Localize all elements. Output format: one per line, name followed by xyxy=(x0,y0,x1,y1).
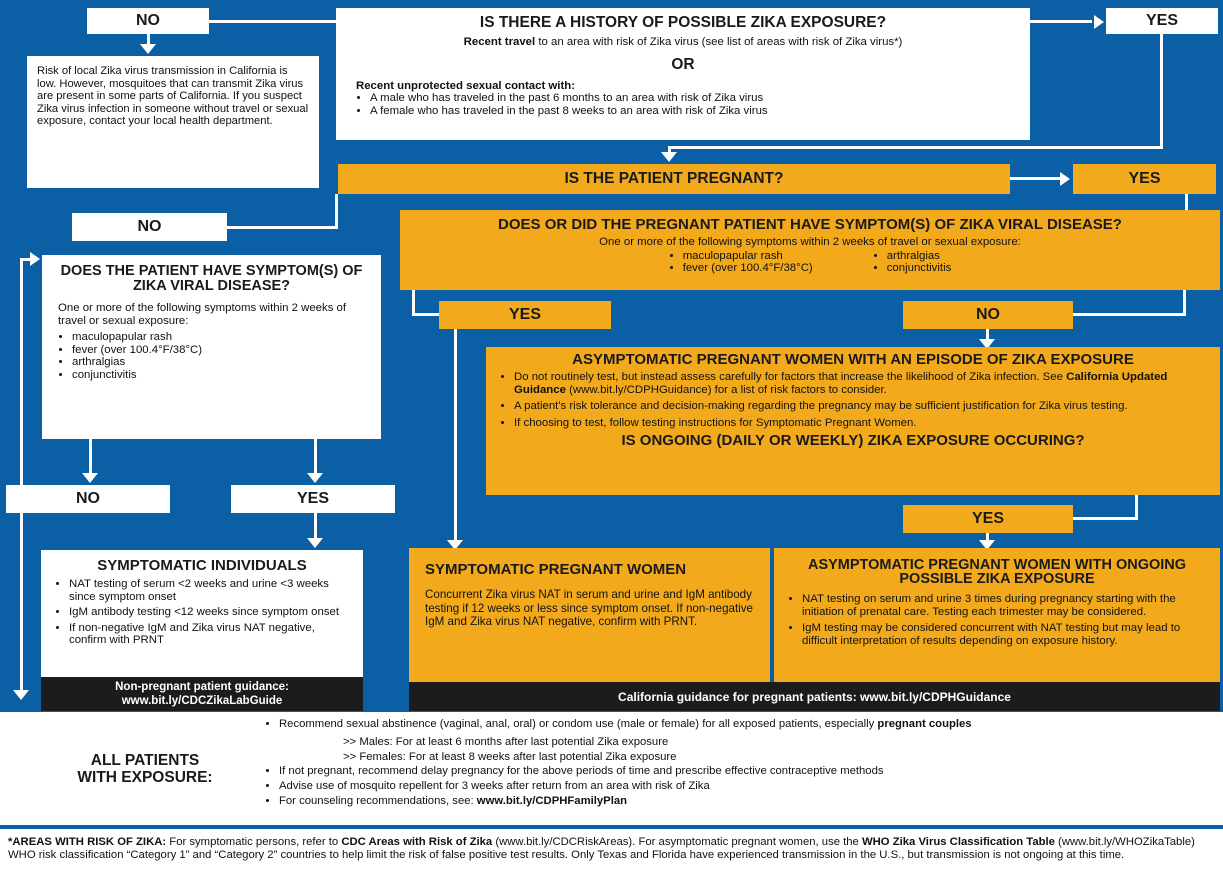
list-item: • If non-negative IgM and Zika virus NAT negative, confirm with PRNT xyxy=(69,622,349,647)
arrow-line xyxy=(20,207,338,210)
all-patients-list xyxy=(265,718,1195,808)
arrow-head xyxy=(13,690,29,700)
sub-item-males: >> Males: For at least 6 months after last potential Zika exposure xyxy=(343,735,669,748)
arrow-line xyxy=(668,146,1163,149)
asymptomatic-episode-list xyxy=(500,371,1206,429)
arrow-line xyxy=(335,194,338,229)
preg-symptoms-no: NO xyxy=(903,301,1073,329)
exposure-title: IS THERE A HISTORY OF POSSIBLE ZIKA EXPOSURE? xyxy=(479,14,887,31)
arrow-line xyxy=(1183,290,1186,316)
arrow-head xyxy=(140,44,156,54)
list-item: • If not pregnant, recommend delay pregnancy for the above periods of time and prescribe effective contraceptive methods xyxy=(279,765,1195,778)
pregnant-symptoms-list xyxy=(410,250,1210,275)
list-item: • Do not routinely test, but instead assess carefully for factors that increase the likelihood of Zika infection. See California Updated Guidance (www.bit.ly/CDPHGuidance) for a list of risk factors to consider. xyxy=(514,371,1206,396)
or-text: OR xyxy=(671,55,695,73)
california-guidance-footer[interactable]: California guidance for pregnant patients: www.bit.ly/CDPHGuidance xyxy=(409,682,1220,711)
list-item: • arthralgias xyxy=(72,356,365,369)
list-item: • IgM antibody testing <12 weeks since symptom onset xyxy=(69,606,349,619)
pregnant-symptoms-title: DOES OR DID THE PREGNANT PATIENT HAVE SYMPTOM(S) OF ZIKA VIRAL DISEASE? xyxy=(498,216,1122,233)
guidance-link[interactable]: www.bit.ly/CDCZikaLabGuide xyxy=(121,695,283,707)
ongoing-yes-label: YES xyxy=(903,505,1073,533)
arrow-line xyxy=(1073,517,1138,520)
symptomatic-individuals-box xyxy=(41,550,363,677)
arrow-line xyxy=(314,513,317,540)
arrow-line xyxy=(1030,20,1092,23)
ongoing-exposure-question: IS ONGOING (DAILY OR WEEKLY) ZIKA EXPOSURE OCCURING? xyxy=(621,432,1085,450)
arrow-line xyxy=(208,20,336,23)
symptomatic-individuals-title: SYMPTOMATIC INDIVIDUALS xyxy=(97,557,307,574)
all-patients-label: ALL PATIENTS WITH EXPOSURE: xyxy=(77,752,213,786)
list-item: • A patient's risk tolerance and decision-making regarding the pregnancy may be sufficient justification for Zika virus testing. xyxy=(514,400,1206,413)
symptomatic-individuals-list xyxy=(55,578,349,647)
arrow-line xyxy=(454,329,457,543)
list-item: • maculopapular rash xyxy=(72,331,365,344)
list-item: • conjunctivitis xyxy=(887,262,952,275)
arrow-head xyxy=(307,473,323,483)
arrow-line xyxy=(314,439,317,475)
exposure-question-box xyxy=(336,8,1030,140)
list-item: • For counseling recommendations, see: www.bit.ly/CDPHFamilyPlan xyxy=(279,795,1195,808)
nonpreg-symptoms-box xyxy=(42,255,381,439)
list-item: • A male who has traveled in the past 6 months to an area with risk of Zika virus xyxy=(370,92,1010,105)
family-plan-link[interactable]: www.bit.ly/CDPHFamilyPlan xyxy=(476,794,628,807)
list-item: • NAT testing of serum <2 weeks and urine <3 weeks since symptom onset xyxy=(69,578,349,603)
sexual-contact-list xyxy=(356,92,1010,117)
asymptomatic-episode-title: ASYMPTOMATIC PREGNANT WOMEN WITH AN EPISODE OF ZIKA EXPOSURE xyxy=(572,351,1134,368)
symptomatic-pregnant-title: SYMPTOMATIC PREGNANT WOMEN xyxy=(425,561,687,578)
all-patients-section xyxy=(0,712,1223,825)
arrow-line xyxy=(20,258,23,691)
list-item: • A female who has traveled in the past 8 weeks to an area with risk of Zika virus xyxy=(370,105,1010,118)
arrow-line xyxy=(227,226,338,229)
symptomatic-pregnant-box xyxy=(409,548,770,682)
arrow-line xyxy=(1185,194,1188,210)
arrow-head xyxy=(82,473,98,483)
arrow-line xyxy=(412,313,439,316)
asymptomatic-ongoing-list xyxy=(788,593,1206,647)
nonpregnant-guidance-footer xyxy=(41,677,363,711)
pregnant-no-label: NO xyxy=(72,213,227,241)
list-item: • NAT testing on serum and urine 3 times during pregnancy starting with the initiation of prenatal care. Testing each trimester may be considered. xyxy=(802,593,1206,618)
symptomatic-pregnant-text: Concurrent Zika virus NAT in serum and urine and IgM antibody testing if 12 weeks or less since symptom onset. If non-negative IgM and Zika virus NAT negative, confirm with PRNT. xyxy=(425,588,754,628)
list-item: • If choosing to test, follow testing instructions for Symptomatic Pregnant Women. xyxy=(514,417,1206,430)
list-item: • fever (over 100.4°F/38°C) xyxy=(72,344,365,357)
yes-label-exposure: YES xyxy=(1106,8,1218,34)
nonpreg-symptoms-list xyxy=(58,331,365,381)
list-item: • Advise use of mosquito repellent for 3 weeks after return from an area with risk of Zika xyxy=(279,780,1195,793)
asymptomatic-episode-box xyxy=(486,347,1220,495)
arrow-head xyxy=(1060,172,1070,186)
arrow-line xyxy=(1160,34,1163,146)
nonpreg-no-label: NO xyxy=(6,485,170,513)
asymptomatic-ongoing-box xyxy=(774,548,1220,682)
list-item: • conjunctivitis xyxy=(72,369,365,382)
no-label-exposure: NO xyxy=(87,8,209,34)
asymptomatic-ongoing-title: ASYMPTOMATIC PREGNANT WOMEN WITH ONGOING POSSIBLE ZIKA EXPOSURE xyxy=(807,557,1187,587)
list-item: • maculopapular rash xyxy=(683,250,813,263)
list-item: • fever (over 100.4°F/38°C) xyxy=(683,262,813,275)
pregnant-question: IS THE PATIENT PREGNANT? xyxy=(338,164,1010,194)
sexual-contact-title: Recent unprotected sexual contact with: xyxy=(356,79,575,92)
nonpreg-symptoms-title: DOES THE PATIENT HAVE SYMPTOM(S) OF ZIKA VIRAL DISEASE? xyxy=(60,263,363,294)
arrow-head xyxy=(661,152,677,162)
nonpreg-yes-label: YES xyxy=(231,485,395,513)
pregnant-yes-label: YES xyxy=(1073,164,1216,194)
pregnant-symptoms-intro: One or more of the following symptoms within 2 weeks of travel or sexual exposure: xyxy=(599,236,1021,248)
arrow-head xyxy=(307,538,323,548)
arrow-line xyxy=(1073,313,1185,316)
arrow-line xyxy=(1135,495,1138,519)
list-item: • arthralgias xyxy=(887,250,952,263)
list-item: • Recommend sexual abstinence (vaginal, anal, oral) or condom use (male or female) for all exposed patients, especially pregnant couples xyxy=(279,718,1195,731)
preg-symptoms-yes: YES xyxy=(439,301,611,329)
arrow-line xyxy=(412,290,415,314)
nonpreg-symptoms-intro: One or more of the following symptoms within 2 weeks of travel or sexual exposure: xyxy=(58,302,347,327)
footnote: *AREAS WITH RISK OF ZIKA: For symptomatic persons, refer to CDC Areas with Risk of Zika (www.bit.ly/CDCRiskAreas). For asymptomatic pregnant women, use the WHO Zika Virus Classification Table (www.bit.ly/WHOZikaTable) WHO risk classification “Category 1” and “Category 2” countries to help limit the risk of false positive test results. Only Texas and Florida have experienced transmission in the U.S., but transmission is not ongoing at this time. xyxy=(0,829,1223,880)
travel-text: Recent travel to an area with risk of Zika virus (see list of areas with risk of Zika virus*) xyxy=(463,36,903,48)
arrow-head xyxy=(1094,15,1104,29)
pregnant-symptoms-box xyxy=(400,210,1220,290)
sub-item-females: >> Females: For at least 8 weeks after last potential Zika exposure xyxy=(343,750,677,763)
arrow-line xyxy=(89,439,92,475)
guidance-label: Non-pregnant patient guidance: xyxy=(115,681,289,693)
list-item: • IgM testing may be considered concurrent with NAT testing but may lead to difficult interpretation of results depending on exposure history. xyxy=(802,622,1206,647)
arrow-head xyxy=(30,252,40,266)
local-risk-note: Risk of local Zika virus transmission in California is low. However, mosquitoes that can transmit Zika virus are present in some parts of California. If you suspect Zika virus infection in someone without travel or sexual exposure, contact your local health department. xyxy=(27,56,319,188)
arrow-line xyxy=(1010,177,1060,180)
